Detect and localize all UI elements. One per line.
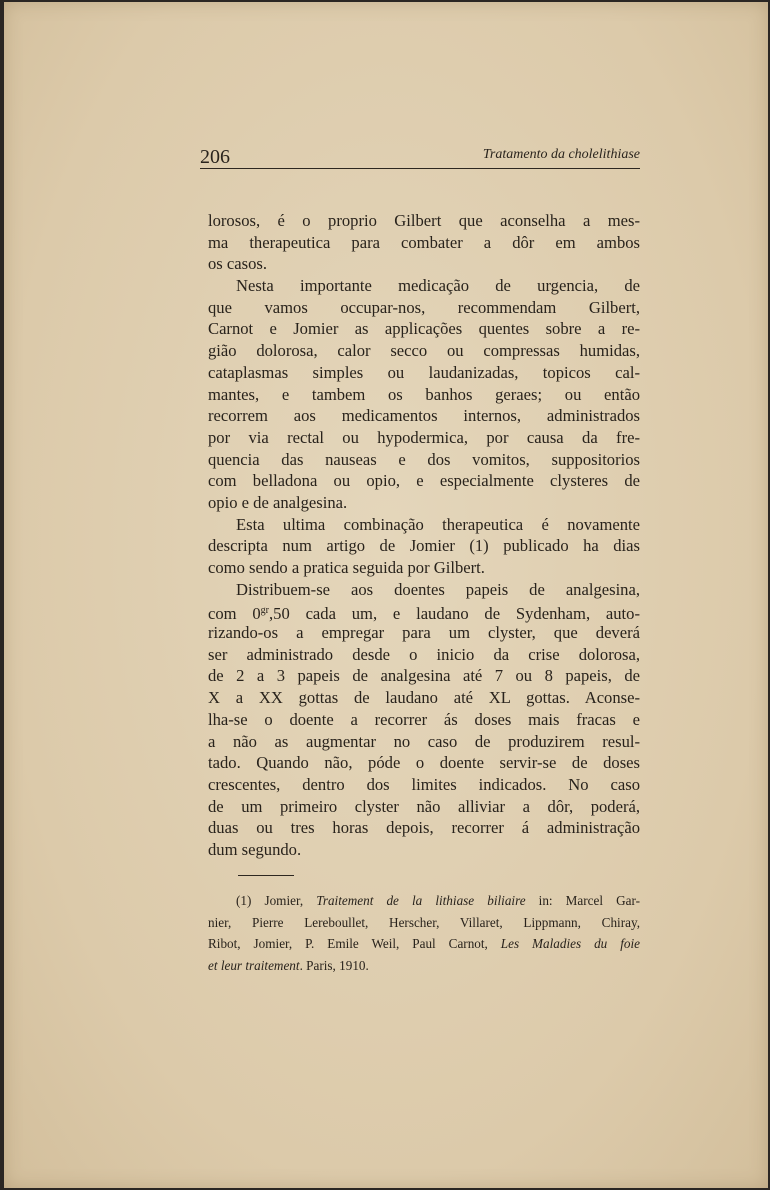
footnote-italic-title: Les Maladies du foie [500, 936, 640, 952]
text-line: X a XX gottas de laudano até XL gottas. Aconse- [208, 688, 640, 708]
text-line: os casos. [208, 254, 267, 274]
text-line-dose [208, 600, 640, 622]
text-line: mantes, e tambem os banhos geraes; ou então [208, 384, 640, 404]
text-line: Esta ultima combinação therapeutica é novamente [236, 514, 640, 534]
text-line: lorosos, é o proprio Gilbert que aconselha a mes- [208, 211, 640, 230]
text-line: recorrem aos medicamentos internos, administrados [208, 406, 640, 426]
text-line: opio e de analgesina. [208, 492, 348, 512]
footnote-text: . Paris, 1910. [299, 957, 369, 973]
text-line: quencia das nauseas e dos vomitos, suppositorios [208, 449, 640, 469]
text-line: crescentes, dentro dos limites indicados. No caso [208, 774, 640, 794]
running-head [200, 144, 640, 169]
text-line: Nesta importante medicação de urgencia, de [236, 276, 640, 296]
footnote-line [208, 955, 640, 977]
footnote-italic-title: Traitement de la lithiase biliaire [316, 893, 526, 908]
text-line: dum segundo. [208, 839, 302, 859]
footnote-line: nier, Pierre Lereboullet, Herscher, Villaret, Lippmann, Chiray, [208, 914, 640, 930]
body-text [208, 210, 640, 861]
book-page [4, 2, 768, 1188]
footnote-text: Ribot, Jomier, P. Emile Weil, Paul Carnot, [208, 936, 501, 952]
text-line: lha-se o doente a recorrer ás doses mais fracas e [208, 709, 640, 729]
text-line: descripta num artigo de Jomier (1) publicado ha dias [208, 536, 640, 556]
dose-before: com 0 [208, 604, 261, 624]
text-line: cataplasmas simples ou laudanizadas, topicos cal- [208, 362, 640, 382]
running-title: Tratamento da cholelithiase [482, 147, 640, 162]
text-line: que vamos occupar-nos, recommendam Gilbert, [208, 297, 640, 317]
text-line: duas ou tres horas depois, recorrer á administração [208, 818, 640, 838]
text-line: Distribuem-se aos doentes papeis de analgesina, [236, 579, 640, 599]
text-line: rizando-os a empregar para um clyster, que deverá [208, 623, 640, 643]
text-line: como sendo a pratica seguida por Gilbert. [208, 558, 485, 577]
footnote-line [208, 890, 640, 912]
text-line: ser administrado desde o inicio da crise dolorosa, [208, 644, 640, 664]
text-line: ma therapeutica para combater a dôr em ambos [208, 232, 640, 252]
text-line: gião dolorosa, calor secco ou compressas humidas, [208, 341, 640, 361]
text-line: Carnot e Jomier as applicações quentes sobre a re- [208, 319, 640, 339]
text-line: de um primeiro clyster não alliviar a dôr, poderá, [208, 796, 640, 816]
text-line: com belladona ou opio, e especialmente clysteres de [208, 471, 640, 491]
text-line: a não as augmentar no caso de produzirem resul- [208, 731, 640, 751]
text-line: tado. Quando não, póde o doente servir-se de doses [208, 753, 640, 773]
text-line: por via rectal ou hypodermica, por causa da fre- [208, 427, 640, 447]
footnote-line [208, 933, 640, 955]
text-line: de 2 a 3 papeis de analgesina até 7 ou 8 papeis, de [208, 666, 640, 686]
footnote-text: (1) Jomier, [236, 893, 317, 908]
footnote-divider [238, 875, 294, 876]
footnote-text: in: Marcel Gar- [525, 893, 640, 908]
footnote [208, 890, 640, 976]
dose-after: ,50 cada um, e laudano de Sydenham, auto- [269, 604, 640, 624]
dose-unit-superscript: gr [260, 605, 270, 617]
page-number: 206 [200, 146, 230, 168]
footnote-italic-title: et leur traitement [208, 957, 300, 973]
